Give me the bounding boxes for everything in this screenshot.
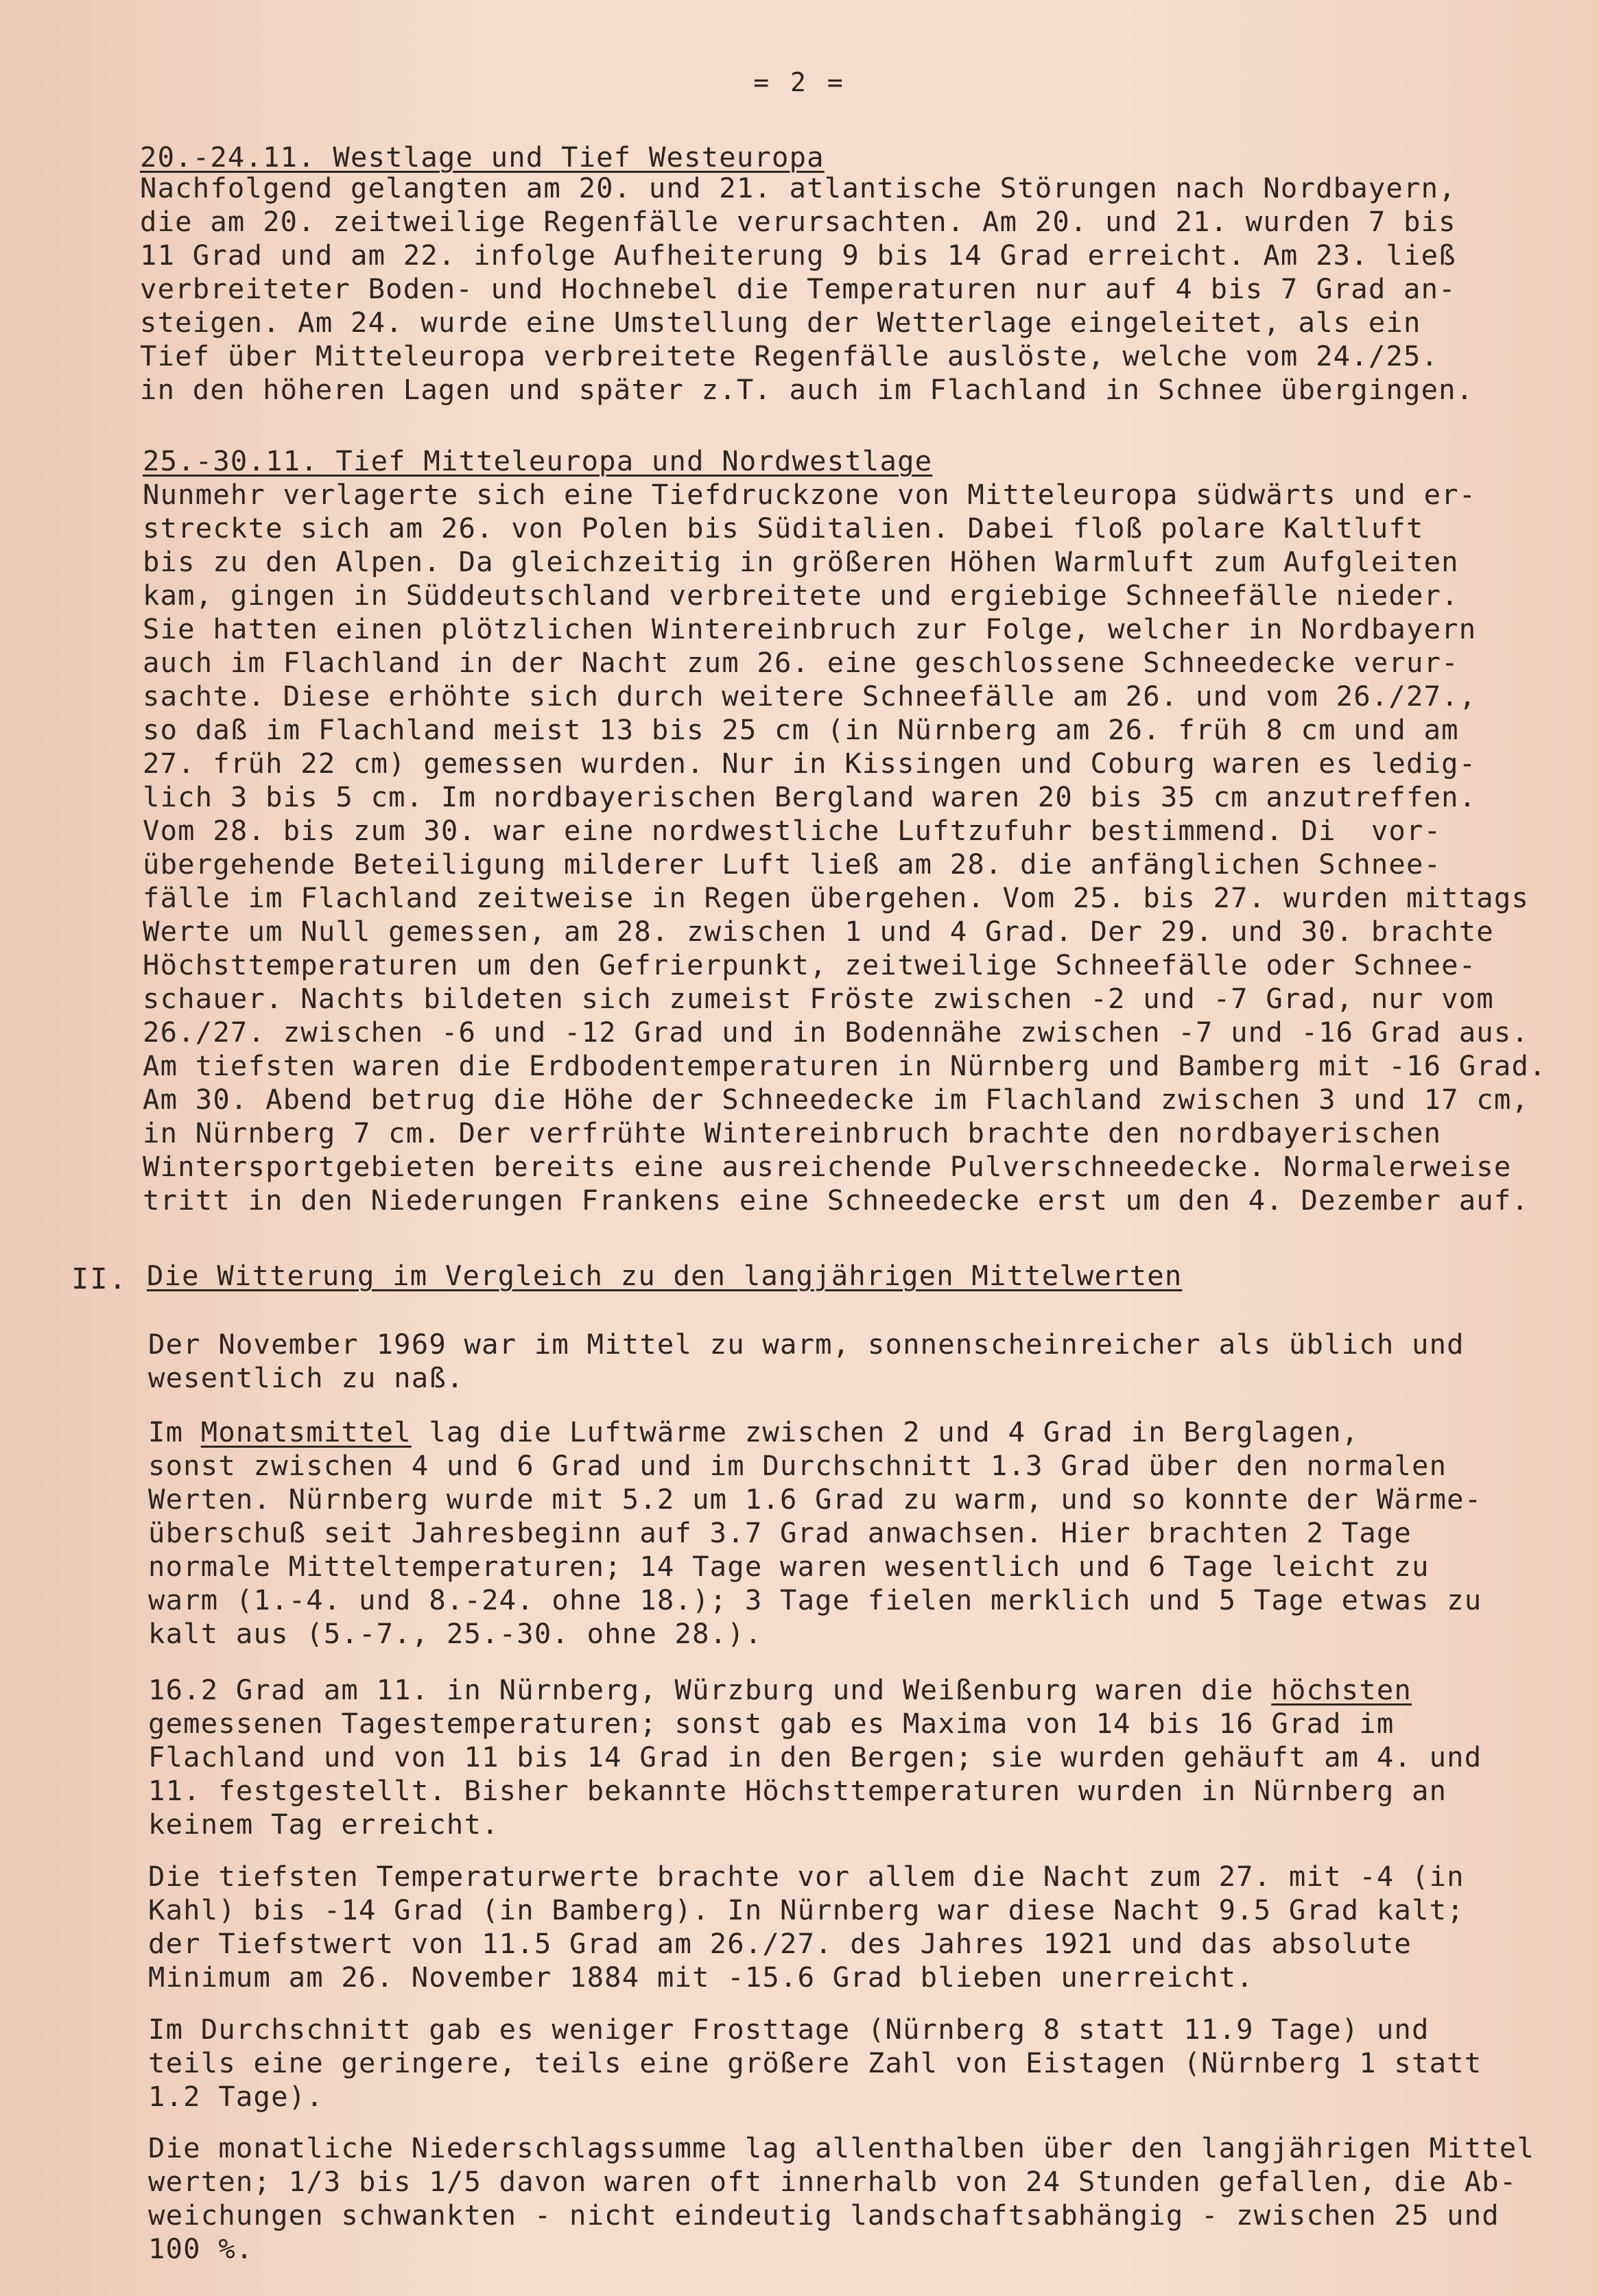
text-line: Vom 28. bis zum 30. war eine nordwestliche Luftzufuhr bestimmend. Di vor- bbox=[143, 814, 1442, 847]
text-line: streckte sich am 26. von Polen bis Süditalien. Dabei floß polare Kaltluft bbox=[143, 512, 1424, 545]
text-line: kam, gingen in Süddeutschland verbreitete und ergiebige Schneefälle nieder. bbox=[143, 579, 1459, 612]
text-line: Wintersportgebieten bereits eine ausreichende Pulverschneedecke. Normalerweise bbox=[143, 1150, 1512, 1183]
text-line: Die tiefsten Temperaturwerte brachte vor allem die Nacht zum 27. mit -4 (in bbox=[148, 1860, 1465, 1893]
text-line bbox=[148, 1415, 1359, 1448]
text-line: keinem Tag erreicht. bbox=[148, 1808, 499, 1841]
text-fragment: 16.2 Grad am 11. in Nürnberg, Würzburg und Weißenburg waren die bbox=[148, 1673, 1272, 1706]
text-line: auch im Flachland in der Nacht zum 26. eine geschlossene Schneedecke verur- bbox=[143, 646, 1459, 679]
text-fragment: Im bbox=[148, 1415, 201, 1448]
text-line: schauer. Nachts bildeten sich zumeist Fröste zwischen -2 und -7 Grad, nur vom bbox=[143, 982, 1494, 1015]
text-line bbox=[148, 1673, 1412, 1706]
text-line: Nachfolgend gelangten am 20. und 21. atlantische Störungen nach Nordbayern, bbox=[140, 171, 1456, 204]
underlined-term-hoechsten: höchsten bbox=[1271, 1673, 1412, 1706]
text-line: übergehende Beteiligung milderer Luft ließ am 28. die anfänglichen Schnee- bbox=[143, 848, 1442, 881]
text-line: normale Mitteltemperaturen; 14 Tage waren wesentlich und 6 Tage leicht zu bbox=[148, 1550, 1430, 1583]
text-line: Der November 1969 war im Mittel zu warm, sonnenscheinreicher als üblich und bbox=[148, 1328, 1465, 1361]
text-line: sonst zwischen 4 und 6 Grad und im Durchschnitt 1.3 Grad über den normalen bbox=[148, 1449, 1447, 1482]
text-line: Am 30. Abend betrug die Höhe der Schneedecke im Flachland zwischen 3 und 17 cm, bbox=[143, 1083, 1530, 1116]
text-line: teils eine geringere, teils eine größere Zahl von Eistagen (Nürnberg 1 statt bbox=[148, 2046, 1482, 2079]
text-line: Tief über Mitteleuropa verbreitete Regenfälle auslöste, welche vom 24./25. bbox=[140, 339, 1439, 372]
underlined-term-monatsmittel: Monatsmittel bbox=[200, 1415, 412, 1448]
text-line: wesentlich zu naß. bbox=[148, 1361, 464, 1394]
text-line: Werte um Null gemessen, am 28. zwischen 1 und 4 Grad. Der 29. und 30. brachte bbox=[143, 915, 1494, 948]
text-line: tritt in den Niederungen Frankens eine Schneedecke erst um den 4. Dezember auf. bbox=[143, 1184, 1530, 1217]
text-line: fälle im Flachland zeitweise in Regen übergehen. Vom 25. bis 27. wurden mittags bbox=[143, 881, 1530, 914]
text-line: Minimum am 26. November 1884 mit -15.6 Grad blieben unerreicht. bbox=[148, 1961, 1254, 1994]
text-line: Werten. Nürnberg wurde mit 5.2 um 1.6 Grad zu warm, und so konnte der Wärme- bbox=[148, 1483, 1482, 1516]
text-line: Flachland und von 11 bis 14 Grad in den Bergen; sie wurden gehäuft am 4. und bbox=[148, 1741, 1482, 1773]
text-line: werten; 1/3 bis 1/5 davon waren oft innerhalb von 24 Stunden gefallen, die Ab- bbox=[148, 2165, 1517, 2198]
section-heading-westlage: 20.-24.11. Westlage und Tief Westeuropa bbox=[140, 141, 825, 174]
text-line: in den höheren Lagen und später z.T. auch im Flachland in Schnee übergingen. bbox=[140, 373, 1474, 406]
text-line: Höchsttemperaturen um den Gefrierpunkt, zeitweilige Schneefälle oder Schnee- bbox=[143, 948, 1477, 981]
text-line: kalt aus (5.-7., 25.-30. ohne 28.). bbox=[148, 1617, 763, 1650]
text-line: Kahl) bis -14 Grad (in Bamberg). In Nürnberg war diese Nacht 9.5 Grad kalt; bbox=[148, 1893, 1465, 1926]
text-line: 27. früh 22 cm) gemessen wurden. Nur in Kissingen und Coburg waren es ledig- bbox=[143, 747, 1477, 780]
text-line: gemessenen Tagestemperaturen; sonst gab es Maxima von 14 bis 16 Grad im bbox=[148, 1707, 1395, 1740]
text-line: so daß im Flachland meist 13 bis 25 cm (in Nürnberg am 26. früh 8 cm und am bbox=[143, 713, 1459, 746]
text-line: warm (1.-4. und 8.-24. ohne 18.); 3 Tage fielen merklich und 5 Tage etwas zu bbox=[148, 1583, 1482, 1616]
page-number: = 2 = bbox=[753, 67, 846, 97]
text-line: überschuß seit Jahresbeginn auf 3.7 Grad anwachsen. Hier brachten 2 Tage bbox=[148, 1516, 1412, 1549]
text-line: in Nürnberg 7 cm. Der verfrühte Wintereinbruch brachte den nordbayerischen bbox=[143, 1116, 1442, 1149]
text-line: 100 %. bbox=[148, 2232, 254, 2265]
chapter-number: II. bbox=[71, 1262, 128, 1295]
text-line: 11 Grad und am 22. infolge Aufheiterung 9 bis 14 Grad erreicht. Am 23. ließ bbox=[140, 239, 1456, 272]
text-line: steigen. Am 24. wurde eine Umstellung der Wetterlage eingeleitet, als ein bbox=[140, 306, 1421, 339]
text-line: Die monatliche Niederschlagssumme lag allenthalben über den langjährigen Mittel bbox=[148, 2131, 1535, 2164]
text-line: weichungen schwankten - nicht eindeutig landschaftsabhängig - zwischen 25 und bbox=[148, 2199, 1500, 2232]
text-line: verbreiteter Boden- und Hochnebel die Temperaturen nur auf 4 bis 7 Grad an- bbox=[140, 272, 1456, 305]
text-fragment: lag die Luftwärme zwischen 2 und 4 Grad in Berglagen, bbox=[411, 1415, 1360, 1448]
chapter-title: Die Witterung im Vergleich zu den langjährigen Mittelwerten bbox=[147, 1259, 1183, 1292]
text-line: 11. festgestellt. Bisher bekannte Höchsttemperaturen wurden in Nürnberg an bbox=[148, 1774, 1447, 1807]
text-line: Im Durchschnitt gab es weniger Frosttage (Nürnberg 8 statt 11.9 Tage) und bbox=[148, 2013, 1430, 2046]
text-line: die am 20. zeitweilige Regenfälle verursachten. Am 20. und 21. wurden 7 bis bbox=[140, 205, 1456, 238]
text-line: sachte. Diese erhöhte sich durch weitere Schneefälle am 26. und vom 26./27., bbox=[143, 680, 1477, 713]
text-line: der Tiefstwert von 11.5 Grad am 26./27. des Jahres 1921 und das absolute bbox=[148, 1927, 1412, 1960]
text-line: bis zu den Alpen. Da gleichzeitig in größeren Höhen Warmluft zum Aufgleiten bbox=[143, 545, 1459, 578]
text-line: Sie hatten einen plötzlichen Wintereinbruch zur Folge, welcher in Nordbayern bbox=[143, 612, 1477, 645]
text-line: 26./27. zwischen -6 und -12 Grad und in Bodennähe zwischen -7 und -16 Grad aus. bbox=[143, 1016, 1530, 1049]
text-line: Am tiefsten waren die Erdbodentemperaturen in Nürnberg und Bamberg mit -16 Grad. bbox=[143, 1049, 1547, 1082]
section-heading-mitteleuropa: 25.-30.11. Tief Mitteleuropa und Nordwestlage bbox=[143, 444, 933, 477]
text-line: lich 3 bis 5 cm. Im nordbayerischen Bergland waren 20 bis 35 cm anzutreffen. bbox=[143, 780, 1477, 813]
text-line: 1.2 Tage). bbox=[148, 2080, 324, 2113]
text-line: Nunmehr verlagerte sich eine Tiefdruckzone von Mitteleuropa südwärts und er- bbox=[143, 478, 1477, 511]
